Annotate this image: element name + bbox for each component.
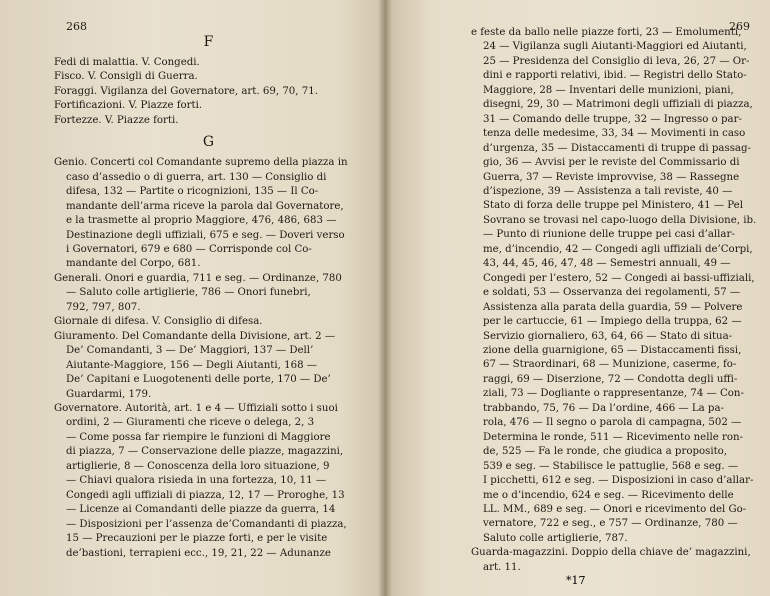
signature-mark: *17 bbox=[566, 574, 586, 587]
text-line: caso d’assedio o di guerra, art. 130 — Consiglio di bbox=[66, 171, 327, 183]
text-line: d’ispezione, 39 — Assistenza a tali reviste, 40 — bbox=[483, 185, 733, 197]
text-line: gio, 36 — Avvisi per le reviste del Commissario di bbox=[483, 157, 740, 169]
text-line: tenza delle medesime, 33, 34 — Movimenti in caso bbox=[483, 128, 746, 140]
section-heading-f: F bbox=[203, 34, 214, 50]
text-line: de’bastioni, terrapieni ecc., 19, 21, 22 — Adunanze bbox=[66, 547, 331, 559]
text-line: — Saluto colle artiglierie, 786 — Onori funebri, bbox=[66, 287, 311, 299]
text-line: Giornale di difesa. V. Consiglio di difesa. bbox=[54, 316, 263, 328]
text-line: Giuramento. Del Comandante della Divisione, art. 2 — bbox=[54, 330, 336, 342]
text-line: LL. MM., 689 e seg. — Onori e ricevimento del Go- bbox=[483, 503, 747, 515]
text-line: 31 — Comando delle truppe, 32 — Ingresso o par- bbox=[483, 113, 742, 125]
text-line: Congedi agli uffiziali di piazza, 12, 17 — Proroghe, 13 bbox=[66, 489, 345, 501]
text-line: mandante del Corpo, 681. bbox=[66, 258, 201, 270]
page-number-left: 268 bbox=[66, 20, 87, 33]
text-line: Guerra, 37 — Reviste improvvise, 38 — Rassegne bbox=[483, 171, 740, 183]
text-line: di piazza, 7 — Conservazione delle piazze, magazzini, bbox=[66, 446, 344, 458]
text-line: ordini, 2 — Giuramenti che riceve o delega, 2, 3 bbox=[66, 417, 315, 429]
text-line: Fisco. V. Consigli di Guerra. bbox=[54, 71, 198, 83]
text-line: 25 — Presidenza del Consiglio di leva, 26, 27 — Or- bbox=[483, 55, 750, 67]
text-line: Determina le ronde, 511 — Ricevimento nelle ron- bbox=[483, 431, 743, 443]
text-line: Guarda-magazzini. Doppio della chiave de’ magazzini, bbox=[471, 547, 751, 559]
text-line: Governatore. Autorità, art. 1 e 4 — Uffiziali sotto i suoi bbox=[54, 402, 338, 414]
text-line: — Chiavi qualora risieda in una fortezza, 10, 11 — bbox=[66, 475, 327, 487]
page-number-right: 269 bbox=[729, 20, 750, 33]
text-line: — Punto di riunione delle truppe pei casi d’allar- bbox=[483, 229, 735, 241]
text-line: art. 11. bbox=[483, 561, 521, 573]
text-line: mandante dell’arma riceve la parola dal Governatore, bbox=[66, 200, 344, 212]
text-line: 792, 797, 807. bbox=[66, 301, 141, 313]
text-line: Generali. Onori e guardia, 711 e seg. — Ordinanze, 780 bbox=[54, 272, 342, 284]
text-line: difesa, 132 — Partite o ricognizioni, 135 — Il Co- bbox=[66, 186, 319, 198]
text-line: I picchetti, 612 e seg. — Disposizioni in caso d’allar- bbox=[483, 475, 754, 487]
text-line: 24 — Vigilanza sugli Aiutanti-Maggiori ed Aiutanti, bbox=[483, 41, 747, 53]
text-line: Servizio giornaliero, 63, 64, 66 — Stato di situa- bbox=[483, 330, 733, 342]
text-line: Assistenza alla parata della guardia, 59 — Polvere bbox=[483, 301, 743, 313]
section-heading-g: G bbox=[202, 134, 215, 151]
text-line: artiglierie, 8 — Conoscenza della loro situazione, 9 bbox=[66, 460, 330, 472]
book-gutter bbox=[378, 0, 392, 596]
text-line: Genio. Concerti col Comandante supremo della piazza in bbox=[54, 157, 348, 169]
text-line: — Disposizioni per l’assenza de’Comandanti di piazza, bbox=[66, 518, 347, 530]
text-line: Fedi di malattia. V. Congedi. bbox=[54, 57, 200, 68]
text-line: — Licenze ai Comandanti delle piazze da guerra, 14 bbox=[66, 504, 336, 516]
text-line: e feste da ballo nelle piazze forti, 23 — Emolumenti, bbox=[471, 27, 742, 38]
text-line: Fortificazioni. V. Piazze forti. bbox=[54, 100, 203, 112]
text-line: 43, 44, 45, 46, 47, 48 — Semestri annuali, 49 — bbox=[483, 258, 731, 270]
text-line: ziali, 73 — Dogliante o rappresentanze, 74 — Con- bbox=[483, 388, 744, 400]
text-line: Saluto colle artiglierie, 787. bbox=[483, 532, 628, 544]
text-line: i Governatori, 679 e 680 — Corrisponde col Co- bbox=[66, 243, 312, 255]
g-entries bbox=[54, 156, 363, 561]
text-line: per le cartuccie, 61 — Impiego della truppa, 62 — bbox=[483, 316, 742, 328]
text-line: dini e rapporti relativi, ibid. — Registri dello Stato- bbox=[483, 70, 747, 82]
text-line: raggi, 69 — Diserzione, 72 — Condotta degli uffi- bbox=[483, 373, 738, 385]
text-line: 15 — Precauzioni per le piazze forti, e per le visite bbox=[66, 533, 328, 545]
f-entries bbox=[54, 56, 363, 128]
text-line: Foraggi. Vigilanza del Governatore, art. 69, 70, 71. bbox=[54, 85, 318, 97]
text-line: d’urgenza, 35 — Distaccamenti di truppe di passag- bbox=[483, 142, 751, 154]
text-line: me o d’incendio, 624 e seg. — Ricevimento delle bbox=[483, 489, 734, 501]
text-line: De’ Capitani e Luogotenenti delle porte, 170 — De’ bbox=[66, 374, 331, 386]
text-line: vernatore, 722 e seg., e 757 — Ordinanze, 780 — bbox=[483, 518, 738, 530]
text-line: zione della guarnigione, 65 — Distaccamenti fissi, bbox=[483, 344, 742, 356]
text-line: me, d’incendio, 42 — Congedi agli uffiziali de’Corpi, bbox=[483, 243, 753, 255]
right-page bbox=[385, 0, 770, 596]
text-line: disegni, 29, 30 — Matrimoni degli uffiziali di piazza, bbox=[483, 99, 753, 111]
text-line: Sovrano se trovasi nel capo-luogo della Divisione, ib. bbox=[483, 214, 757, 226]
text-line: — Come possa far riempire le funzioni di Maggiore bbox=[66, 431, 331, 443]
text-line: rola, 476 — Il segno o parola di campagna, 502 — bbox=[483, 417, 742, 429]
text-line: Stato di forza delle truppe pel Ministero, 41 — Pel bbox=[483, 200, 743, 212]
text-line: Congedi per l’estero, 52 — Congedi ai bassi-uffiziali, bbox=[483, 272, 755, 284]
text-line: e soldati, 53 — Osservanza dei regolamenti, 57 — bbox=[483, 287, 741, 299]
text-line: e la trasmette al proprio Maggiore, 476, 486, 683 — bbox=[66, 215, 337, 227]
text-line: De’ Comandanti, 3 — De’ Maggiori, 137 — Dell’ bbox=[66, 345, 314, 357]
text-line: Aiutante-Maggiore, 156 — Degli Aiutanti, 168 — bbox=[66, 359, 317, 371]
text-line: Maggiore, 28 — Inventari delle munizioni, piani, bbox=[483, 84, 734, 96]
text-line: 539 e seg. — Stabilisce le pattuglie, 568 e seg. — bbox=[483, 460, 739, 472]
text-line: Guardarmi, 179. bbox=[66, 388, 152, 400]
text-line: trabbando, 75, 76 — Da l’ordine, 466 — La pa- bbox=[483, 402, 724, 414]
text-line: Destinazione degli uffiziali, 675 e seg. — Doveri verso bbox=[66, 229, 345, 241]
text-line: de, 525 — Fa le ronde, che giudica a proposito, bbox=[483, 446, 728, 458]
text-line: 67 — Straordinari, 68 — Munizione, caserme, fo- bbox=[483, 359, 737, 371]
text-line: Fortezze. V. Piazze forti. bbox=[54, 114, 179, 126]
